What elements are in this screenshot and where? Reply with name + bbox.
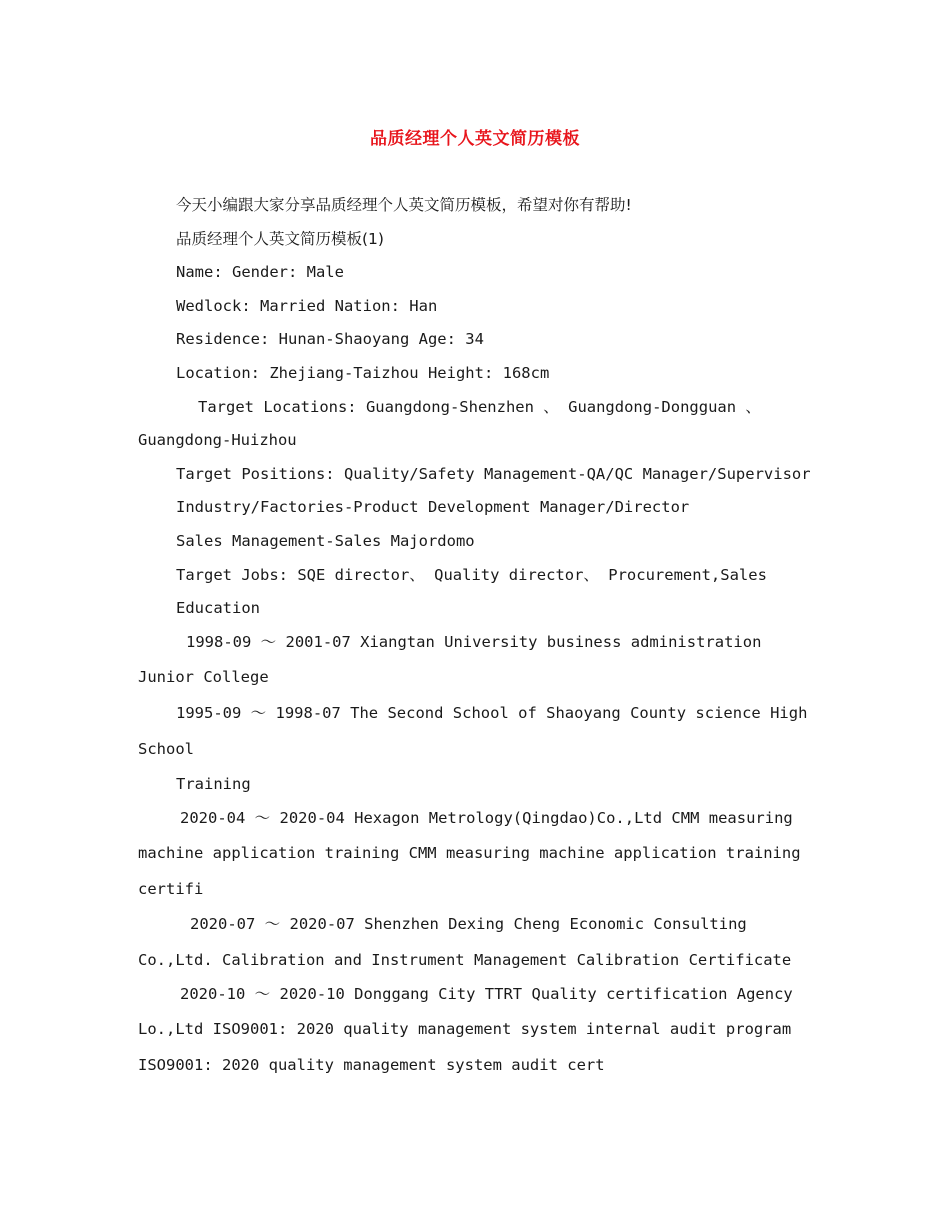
training-entry-1-continuation: machine application training CMM measuring machine application training bbox=[138, 844, 801, 863]
target-positions-line: Target Positions: Quality/Safety Management-QA/QC Manager/Supervisor bbox=[176, 464, 811, 483]
training-entry-2-continuation: Co.,Ltd. Calibration and Instrument Management Calibration Certificate bbox=[138, 951, 792, 970]
name-gender-line: Name: Gender: Male bbox=[176, 263, 344, 282]
residence-age-line: Residence: Hunan-Shaoyang Age: 34 bbox=[176, 330, 484, 349]
template-heading: 品质经理个人英文简历模板(1) bbox=[176, 229, 384, 248]
target-locations-line: Target Locations: Guangdong-Shenzhen 、 Guangdong-Dongguan 、 bbox=[198, 397, 761, 416]
training-entry-3-end: ISO9001: 2020 quality management system audit cert bbox=[138, 1055, 605, 1074]
education-entry-1-continuation: Junior College bbox=[138, 668, 269, 687]
sales-line: Sales Management-Sales Majordomo bbox=[176, 531, 475, 550]
training-entry-1-end: certifi bbox=[138, 879, 204, 898]
education-heading: Education bbox=[176, 599, 260, 618]
education-entry-2: 1995-09 ～ 1998-07 The Second School of Shaoyang County science High bbox=[176, 703, 808, 722]
document-body bbox=[138, 188, 812, 1081]
target-locations-continuation: Guangdong-Huizhou bbox=[138, 431, 297, 450]
document-title: 品质经理个人英文简历模板 bbox=[370, 129, 580, 149]
training-entry-3: 2020-10 ～ 2020-10 Donggang City TTRT Quality certification Agency bbox=[180, 984, 793, 1003]
education-entry-1: 1998-09 ～ 2001-07 Xiangtan University business administration bbox=[186, 632, 762, 651]
education-entry-2-continuation: School bbox=[138, 739, 194, 758]
training-entry-1: 2020-04 ～ 2020-04 Hexagon Metrology(Qingdao)Co.,Ltd CMM measuring bbox=[180, 808, 793, 827]
target-jobs-line: Target Jobs: SQE director、 Quality director、 Procurement,Sales bbox=[176, 565, 767, 584]
training-entry-3-continuation: Lo.,Ltd ISO9001: 2020 quality management system internal audit program bbox=[138, 1020, 792, 1039]
wedlock-nation-line: Wedlock: Married Nation: Han bbox=[176, 296, 438, 315]
training-entry-2: 2020-07 ～ 2020-07 Shenzhen Dexing Cheng Economic Consulting bbox=[190, 915, 747, 934]
location-height-line: Location: Zhejiang-Taizhou Height: 168cm bbox=[176, 363, 550, 382]
intro-paragraph: 今天小编跟大家分享品质经理个人英文简历模板，希望对你有帮助! bbox=[176, 196, 632, 214]
training-heading: Training bbox=[176, 775, 251, 794]
industry-line: Industry/Factories-Product Development Manager/Director bbox=[176, 498, 690, 517]
